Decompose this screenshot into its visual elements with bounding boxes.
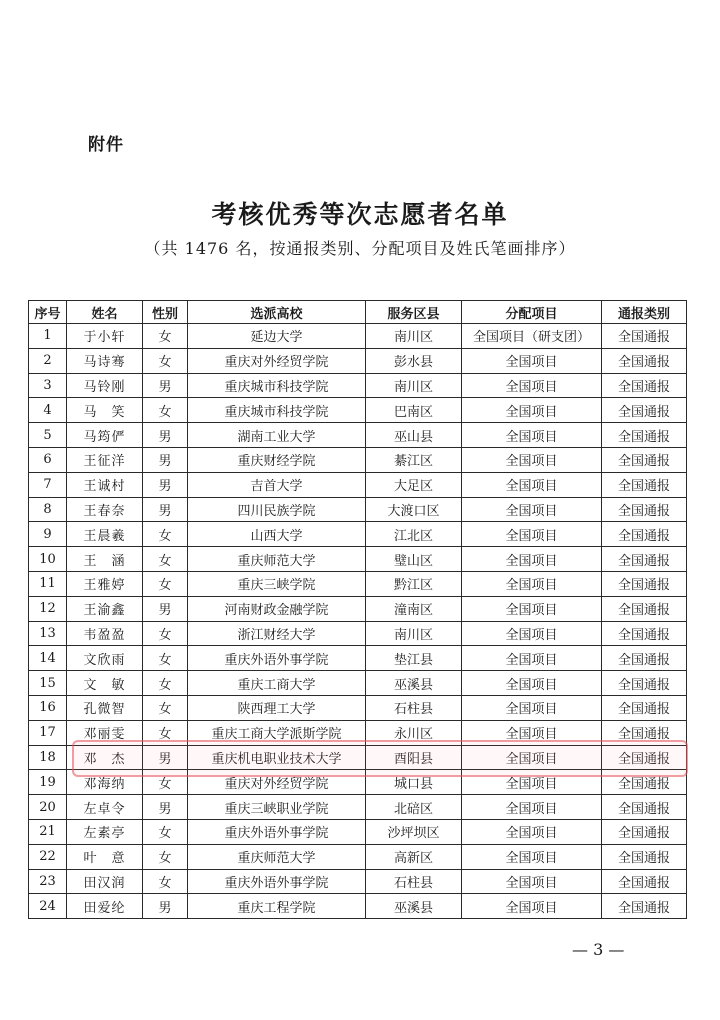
cell-name: 左卓令 [67, 795, 143, 820]
cell-university: 重庆财经学院 [188, 447, 366, 472]
cell-university: 重庆对外经贸学院 [188, 348, 366, 373]
cell-category: 全国通报 [602, 398, 687, 423]
cell-university: 重庆对外经贸学院 [188, 770, 366, 795]
cell-district: 巫溪县 [366, 671, 462, 696]
cell-district: 江北区 [366, 522, 462, 547]
cell-project: 全国项目 [462, 844, 602, 869]
cell-project: 全国项目 [462, 894, 602, 919]
cell-index: 14 [29, 646, 67, 671]
cell-category: 全国通报 [602, 646, 687, 671]
cell-university: 重庆外语外事学院 [188, 646, 366, 671]
cell-category: 全国通报 [602, 720, 687, 745]
cell-district: 綦江区 [366, 447, 462, 472]
cell-index: 20 [29, 795, 67, 820]
table-row [29, 745, 687, 770]
cell-index: 8 [29, 497, 67, 522]
cell-category: 全国通报 [602, 819, 687, 844]
cell-district: 彭水县 [366, 348, 462, 373]
cell-name: 王征洋 [67, 447, 143, 472]
cell-project: 全国项目 [462, 720, 602, 745]
cell-district: 城口县 [366, 770, 462, 795]
cell-university: 陕西理工大学 [188, 695, 366, 720]
cell-gender: 女 [143, 547, 188, 572]
cell-index: 12 [29, 596, 67, 621]
cell-gender: 女 [143, 348, 188, 373]
cell-district: 北碚区 [366, 795, 462, 820]
cell-name: 孔微智 [67, 695, 143, 720]
table-row [29, 447, 687, 472]
cell-name: 王晨羲 [67, 522, 143, 547]
cell-project: 全国项目 [462, 447, 602, 472]
cell-category: 全国通报 [602, 423, 687, 448]
cell-gender: 男 [143, 497, 188, 522]
table-header-row [29, 301, 687, 324]
cell-project: 全国项目 [462, 596, 602, 621]
cell-district: 璧山区 [366, 547, 462, 572]
cell-district: 沙坪坝区 [366, 819, 462, 844]
cell-name: 王诚村 [67, 472, 143, 497]
cell-name: 韦盈盈 [67, 621, 143, 646]
table-row [29, 522, 687, 547]
table-row [29, 472, 687, 497]
cell-project: 全国项目 [462, 497, 602, 522]
cell-name: 田汉润 [67, 869, 143, 894]
cell-index: 4 [29, 398, 67, 423]
cell-project: 全国项目 [462, 472, 602, 497]
cell-index: 3 [29, 373, 67, 398]
cell-project: 全国项目 [462, 795, 602, 820]
table-row [29, 720, 687, 745]
cell-gender: 男 [143, 472, 188, 497]
cell-name: 王 涵 [67, 547, 143, 572]
cell-gender: 女 [143, 621, 188, 646]
cell-university: 重庆工商大学 [188, 671, 366, 696]
cell-name: 叶 意 [67, 844, 143, 869]
cell-index: 18 [29, 745, 67, 770]
header-name: 姓名 [67, 301, 143, 324]
table-row [29, 324, 687, 349]
cell-index: 17 [29, 720, 67, 745]
cell-name: 邓丽雯 [67, 720, 143, 745]
cell-project: 全国项目 [462, 671, 602, 696]
cell-gender: 女 [143, 869, 188, 894]
cell-category: 全国通报 [602, 795, 687, 820]
cell-project: 全国项目 [462, 770, 602, 795]
cell-district: 巴南区 [366, 398, 462, 423]
cell-gender: 女 [143, 324, 188, 349]
cell-category: 全国通报 [602, 770, 687, 795]
cell-district: 潼南区 [366, 596, 462, 621]
document-title: 考核优秀等次志愿者名单 [211, 200, 509, 229]
cell-category: 全国通报 [602, 571, 687, 596]
cell-university: 重庆工程学院 [188, 894, 366, 919]
document-subtitle: （共 1476 名，按通报类别、分配项目及姓氏笔画排序） [144, 239, 576, 258]
cell-district: 巫溪县 [366, 894, 462, 919]
table-row [29, 795, 687, 820]
cell-category: 全国通报 [602, 695, 687, 720]
cell-project: 全国项目 [462, 621, 602, 646]
page-number: — 3 — [572, 940, 625, 959]
table-row [29, 695, 687, 720]
cell-university: 重庆三峡学院 [188, 571, 366, 596]
cell-district: 垫江县 [366, 646, 462, 671]
cell-category: 全国通报 [602, 621, 687, 646]
cell-project: 全国项目 [462, 348, 602, 373]
cell-university: 河南财政金融学院 [188, 596, 366, 621]
cell-university: 湖南工业大学 [188, 423, 366, 448]
cell-university: 重庆城市科技学院 [188, 373, 366, 398]
cell-project: 全国项目 [462, 745, 602, 770]
cell-gender: 女 [143, 770, 188, 795]
cell-category: 全国通报 [602, 745, 687, 770]
table-row [29, 671, 687, 696]
cell-index: 23 [29, 869, 67, 894]
cell-district: 南川区 [366, 373, 462, 398]
cell-university: 重庆工商大学派斯学院 [188, 720, 366, 745]
cell-university: 浙江财经大学 [188, 621, 366, 646]
cell-category: 全国通报 [602, 324, 687, 349]
cell-category: 全国通报 [602, 497, 687, 522]
cell-name: 于小轩 [67, 324, 143, 349]
cell-category: 全国通报 [602, 671, 687, 696]
cell-project: 全国项目 [462, 646, 602, 671]
cell-name: 王春奈 [67, 497, 143, 522]
cell-name: 马筠俨 [67, 423, 143, 448]
cell-category: 全国通报 [602, 547, 687, 572]
table-row [29, 571, 687, 596]
cell-category: 全国通报 [602, 447, 687, 472]
table-row [29, 819, 687, 844]
cell-project: 全国项目 [462, 522, 602, 547]
cell-project: 全国项目 [462, 547, 602, 572]
cell-gender: 女 [143, 398, 188, 423]
cell-name: 文欣雨 [67, 646, 143, 671]
cell-district: 永川区 [366, 720, 462, 745]
cell-university: 重庆城市科技学院 [188, 398, 366, 423]
table-row [29, 348, 687, 373]
table-body [29, 324, 687, 919]
cell-name: 马 笑 [67, 398, 143, 423]
attachment-label: 附件 [88, 135, 124, 155]
table-row [29, 621, 687, 646]
cell-index: 13 [29, 621, 67, 646]
cell-index: 9 [29, 522, 67, 547]
header-university: 选派高校 [188, 301, 366, 324]
cell-project: 全国项目 [462, 695, 602, 720]
cell-index: 2 [29, 348, 67, 373]
cell-index: 15 [29, 671, 67, 696]
header-district: 服务区县 [366, 301, 462, 324]
cell-university: 重庆外语外事学院 [188, 869, 366, 894]
cell-project: 全国项目 [462, 373, 602, 398]
cell-index: 10 [29, 547, 67, 572]
table-row [29, 770, 687, 795]
table-row [29, 869, 687, 894]
cell-district: 黔江区 [366, 571, 462, 596]
cell-category: 全国通报 [602, 869, 687, 894]
cell-project: 全国项目（研支团） [462, 324, 602, 349]
cell-gender: 女 [143, 819, 188, 844]
cell-project: 全国项目 [462, 423, 602, 448]
cell-project: 全国项目 [462, 869, 602, 894]
header-index: 序号 [29, 301, 67, 324]
cell-name: 马铃刚 [67, 373, 143, 398]
cell-category: 全国通报 [602, 472, 687, 497]
cell-category: 全国通报 [602, 522, 687, 547]
cell-index: 24 [29, 894, 67, 919]
cell-district: 南川区 [366, 621, 462, 646]
cell-index: 22 [29, 844, 67, 869]
cell-gender: 女 [143, 695, 188, 720]
cell-name: 王雅婷 [67, 571, 143, 596]
cell-university: 重庆外语外事学院 [188, 819, 366, 844]
cell-index: 19 [29, 770, 67, 795]
cell-gender: 女 [143, 844, 188, 869]
cell-index: 16 [29, 695, 67, 720]
cell-university: 延边大学 [188, 324, 366, 349]
cell-university: 吉首大学 [188, 472, 366, 497]
table-row [29, 646, 687, 671]
cell-district: 石柱县 [366, 869, 462, 894]
cell-name: 田爱纶 [67, 894, 143, 919]
cell-district: 大渡口区 [366, 497, 462, 522]
table-row [29, 398, 687, 423]
cell-university: 重庆机电职业技术大学 [188, 745, 366, 770]
cell-gender: 男 [143, 447, 188, 472]
cell-district: 酉阳县 [366, 745, 462, 770]
cell-district: 高新区 [366, 844, 462, 869]
header-category: 通报类别 [602, 301, 687, 324]
cell-category: 全国通报 [602, 844, 687, 869]
table-row [29, 894, 687, 919]
cell-gender: 女 [143, 571, 188, 596]
cell-district: 大足区 [366, 472, 462, 497]
cell-gender: 女 [143, 646, 188, 671]
cell-district: 巫山县 [366, 423, 462, 448]
cell-district: 石柱县 [366, 695, 462, 720]
volunteer-table [28, 300, 687, 919]
cell-district: 南川区 [366, 324, 462, 349]
table-row [29, 596, 687, 621]
cell-university: 重庆师范大学 [188, 547, 366, 572]
cell-name: 邓海纳 [67, 770, 143, 795]
cell-name: 王渝鑫 [67, 596, 143, 621]
table-row [29, 844, 687, 869]
cell-index: 21 [29, 819, 67, 844]
cell-project: 全国项目 [462, 398, 602, 423]
table-row [29, 423, 687, 448]
cell-gender: 男 [143, 373, 188, 398]
cell-gender: 男 [143, 596, 188, 621]
cell-name: 左素亭 [67, 819, 143, 844]
cell-university: 四川民族学院 [188, 497, 366, 522]
cell-gender: 男 [143, 745, 188, 770]
header-gender: 性别 [143, 301, 188, 324]
cell-category: 全国通报 [602, 348, 687, 373]
cell-university: 山西大学 [188, 522, 366, 547]
cell-gender: 男 [143, 423, 188, 448]
cell-project: 全国项目 [462, 819, 602, 844]
cell-category: 全国通报 [602, 373, 687, 398]
cell-university: 重庆三峡职业学院 [188, 795, 366, 820]
table-row [29, 373, 687, 398]
table-row [29, 497, 687, 522]
cell-index: 1 [29, 324, 67, 349]
cell-category: 全国通报 [602, 596, 687, 621]
cell-category: 全国通报 [602, 894, 687, 919]
cell-gender: 女 [143, 671, 188, 696]
cell-index: 6 [29, 447, 67, 472]
cell-gender: 女 [143, 720, 188, 745]
table-row [29, 547, 687, 572]
cell-name: 邓 杰 [67, 745, 143, 770]
cell-university: 重庆师范大学 [188, 844, 366, 869]
cell-gender: 男 [143, 795, 188, 820]
cell-gender: 男 [143, 894, 188, 919]
cell-name: 文 敏 [67, 671, 143, 696]
cell-project: 全国项目 [462, 571, 602, 596]
cell-name: 马诗骞 [67, 348, 143, 373]
header-project: 分配项目 [462, 301, 602, 324]
cell-gender: 女 [143, 522, 188, 547]
cell-index: 7 [29, 472, 67, 497]
cell-index: 5 [29, 423, 67, 448]
cell-index: 11 [29, 571, 67, 596]
